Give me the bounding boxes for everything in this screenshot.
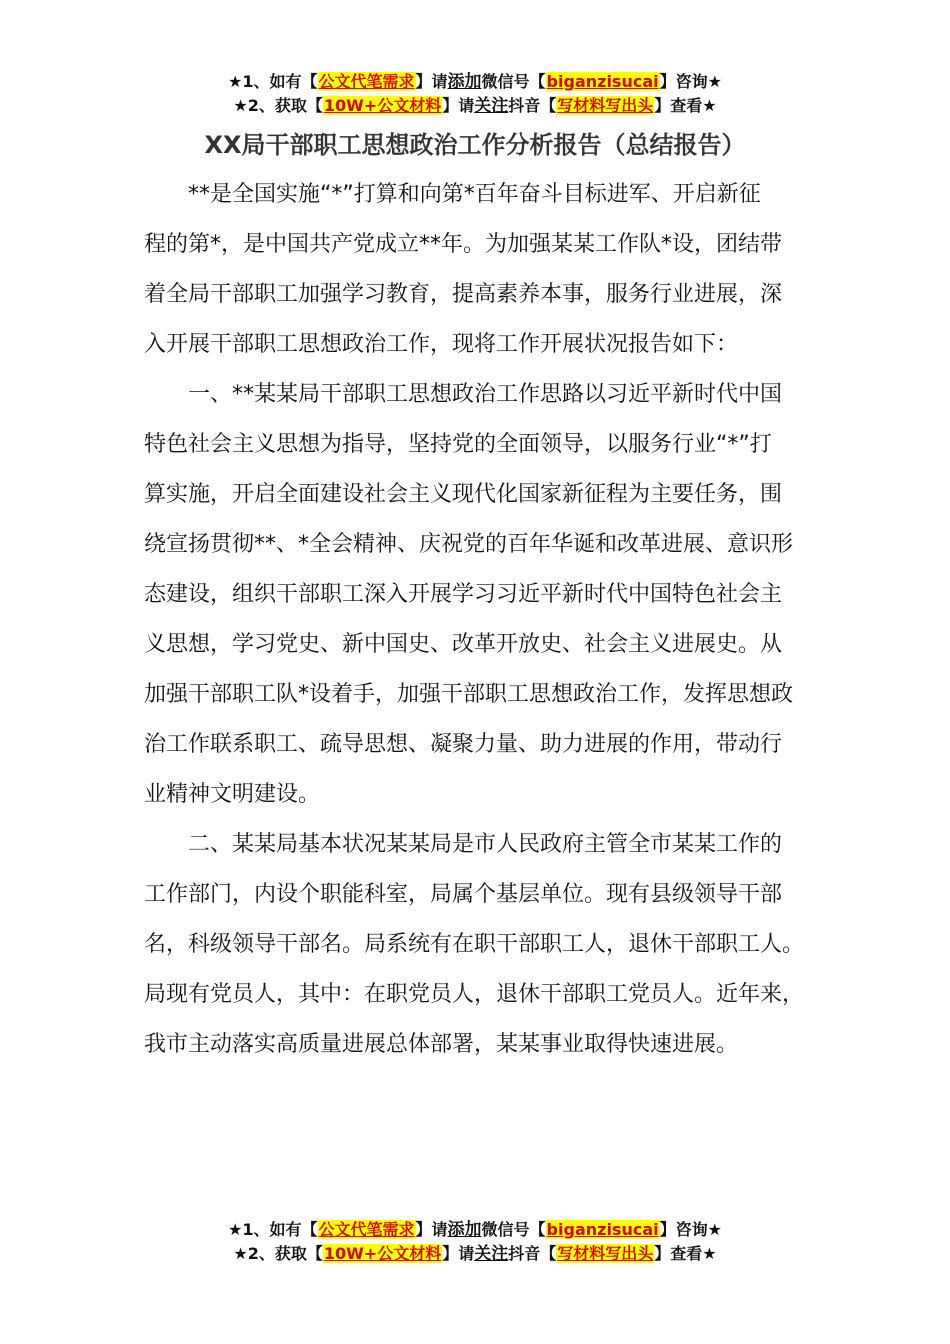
paragraph-section-2 (144, 820, 834, 1070)
banner-text: ★2、获取【 (233, 96, 323, 115)
banner-text: 】查看★ (654, 96, 717, 115)
banner-text: 】咨询★ (659, 72, 722, 91)
banner-text: ★2、获取【 (233, 1244, 323, 1263)
text-line: 态建设，组织干部职工深入开展学习习近平新时代中国特色社会主 (144, 582, 783, 607)
text-line: 程的第*，是中国共产党成立**年。为加强某某工作队*设，团结带 (144, 232, 783, 257)
text-line: 加强干部职工队*设着手，加强干部职工思想政治工作，发挥思想政 (144, 682, 794, 707)
paragraph-intro (144, 170, 834, 370)
text-line: 算实施，开启全面建设社会主义现代化国家新征程为主要任务，围 (144, 482, 783, 507)
text-line: 入开展干部职工思想政治工作，现将工作开展状况报告如下： (144, 332, 739, 357)
follow-emphasis: 关注 (474, 96, 509, 116)
banner-text: 微信号【 (481, 1220, 546, 1239)
banner-text: 】咨询★ (659, 1220, 722, 1239)
banner-text: 抖音【 (508, 1244, 557, 1263)
service-highlight: 公文代笔需求 (318, 1220, 415, 1239)
banner-line-2 (0, 1242, 950, 1266)
text-line: 二、某某局基本状况某某局是市人民政府主管全市某某工作的 (188, 832, 783, 857)
banner-text: ★1、如有【 (228, 72, 318, 91)
text-line: 名，科级领导干部名。局系统有在职干部职工人，退休干部职工人。 (144, 932, 805, 957)
paragraph-section-1 (144, 370, 834, 820)
banner-line-1 (0, 1218, 950, 1242)
banner-text: 微信号【 (481, 72, 546, 91)
materials-highlight: 10W+公文材料 (323, 1244, 442, 1263)
text-line: 我市主动落实高质量进展总体部署，某某事业取得快速进展。 (144, 1032, 739, 1057)
text-line: 治工作联系职工、疏导思想、凝聚力量、助力进展的作用，带动行 (144, 732, 783, 757)
banner-line-1 (0, 70, 950, 94)
text-line: 工作部门，内设个职能科室，局属个基层单位。现有县级领导干部 (144, 882, 783, 907)
document-title: XX局干部职工思想政治工作分析报告（总结报告） (204, 131, 746, 159)
banner-text: 】请 (442, 96, 475, 115)
banner-text: 】请 (415, 72, 448, 91)
douyin-id: 写材料写出头 (557, 1244, 654, 1263)
footer-banner (0, 1218, 950, 1266)
text-line: 特色社会主义思想为指导，坚持党的全面领导，以服务行业“*”打 (144, 432, 772, 457)
banner-text: 抖音【 (508, 96, 557, 115)
banner-text: ★1、如有【 (228, 1220, 318, 1239)
text-line: 局现有党员人，其中：在职党员人，退休干部职工党员人。近年来， (144, 982, 805, 1007)
follow-emphasis: 关注 (474, 1244, 509, 1264)
text-line: **是全国实施“*”打算和向第*百年奋斗目标进军、开启新征 (188, 182, 761, 207)
douyin-id: 写材料写出头 (557, 96, 654, 115)
add-emphasis: 添加 (447, 1220, 482, 1240)
service-highlight: 公文代笔需求 (318, 72, 415, 91)
wechat-id: biganzisucai (546, 1220, 659, 1239)
text-line: 绕宣扬贯彻**、*全会精神、庆祝党的百年华诞和改革进展、意识形 (144, 532, 794, 557)
text-line: 义思想，学习党史、新中国史、改革开放史、社会主义进展史。从 (144, 632, 783, 657)
text-line: 一、**某某局干部职工思想政治工作思路以习近平新时代中国 (188, 382, 783, 407)
banner-line-2 (0, 94, 950, 118)
materials-highlight: 10W+公文材料 (323, 96, 442, 115)
document-body (144, 170, 834, 1070)
banner-text: 】请 (442, 1244, 475, 1263)
wechat-id: biganzisucai (546, 72, 659, 91)
text-line: 着全局干部职工加强学习教育，提高素养本事，服务行业进展，深 (144, 282, 783, 307)
add-emphasis: 添加 (447, 72, 482, 92)
banner-text: 】查看★ (654, 1244, 717, 1263)
banner-text: 】请 (415, 1220, 448, 1239)
text-line: 业精神文明建设。 (144, 782, 321, 807)
header-banner (0, 70, 950, 118)
